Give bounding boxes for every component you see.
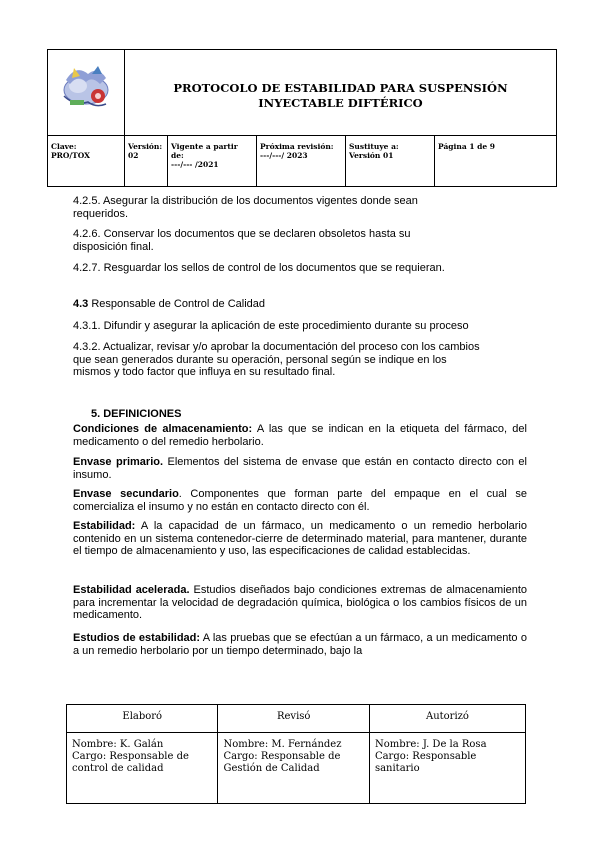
def-term: Estabilidad acelerada. [73, 584, 190, 596]
def-term: Condiciones de almacenamiento: [73, 423, 253, 435]
def-text: . Componentes que forman parte del empaque en el cual se comercializa el insumo y no están en contacto directo con él. [73, 488, 527, 513]
signer-role: Cargo: Responsable de [223, 751, 341, 762]
item-4-3-2 [73, 341, 533, 379]
def-text: Elementos del sistema de envase que están en contacto directo con el insumo. [73, 456, 527, 481]
meta-label: Vigente a partir de: [171, 142, 238, 160]
signature-table [66, 704, 526, 804]
def-text: Estudios diseñados bajo condiciones extremas de almacenamiento para incrementar la velocidad de degradación química, biológica o los cambios físicos de un medicamento. [73, 584, 527, 621]
def-envase-primario [73, 456, 527, 481]
def-text: A las pruebas que se efectúan a un fármaco, a un medicamento o a un remedio herbolario por un tiempo determinado, bajo la [73, 632, 527, 657]
meta-sustituye [346, 136, 435, 187]
section-number: 4.3 [73, 298, 89, 310]
signer-role: sanitario [374, 763, 420, 774]
signature-autorizo [369, 733, 525, 804]
header-autorizo: Autorizó [369, 705, 525, 733]
meta-label: Versión: [128, 142, 163, 151]
meta-label: Sustituye a: [349, 142, 399, 151]
text-line: mismos y todo factor que influya en su resultado final. [73, 366, 336, 378]
signer-name: Nombre: K. Galán [72, 739, 164, 750]
def-estabilidad-acelerada [73, 584, 527, 622]
text-line: 4.3.2. Actualizar, revisar y/o aprobar la documentación del proceso con los cambios [73, 341, 480, 353]
meta-pagina [435, 136, 557, 187]
signer-name: Nombre: M. Fernández [223, 739, 342, 750]
signer-role: control de calidad [72, 763, 164, 774]
item-4-2-5 [73, 195, 513, 220]
item-4-3-1: 4.3.1. Difundir y asegurar la aplicación de este procedimiento durante su proceso [73, 320, 469, 332]
meta-value: Versión 01 [349, 151, 394, 160]
text-line: 4.2.5. Asegurar la distribución de los documentos vigentes donde sean [73, 195, 418, 207]
meta-vigente [168, 136, 257, 187]
logo-cell [48, 50, 125, 136]
item-4-2-7: 4.2.7. Resguardar los sellos de control de los documentos que se requieran. [73, 262, 445, 274]
document-title [125, 50, 557, 136]
title-line-1: PROTOCOLO DE ESTABILIDAD PARA SUSPENSIÓN [173, 80, 508, 95]
text-line: requeridos. [73, 207, 129, 220]
signer-role: Cargo: Responsable de [72, 751, 189, 762]
def-text: A las que se indican en la etiqueta del fármaco, del medicamento o del remedio herbolario. [73, 423, 527, 448]
meta-proxima-revision [257, 136, 346, 187]
def-estudios-estabilidad [73, 632, 527, 657]
def-term: Estabilidad: [73, 520, 136, 532]
institution-logo [48, 50, 124, 135]
meta-value: ---/--- /2021 [171, 160, 219, 169]
def-term: Estudios de estabilidad: [73, 632, 201, 644]
text-line: que sean generados durante su operación, personal según se indique en los [73, 353, 447, 366]
text-line: 4.2.6. Conservar los documentos que se declaren obsoletos hasta su [73, 228, 411, 240]
signer-role: Gestión de Calidad [223, 763, 320, 774]
def-text: A la capacidad de un fármaco, un medicamento o un remedio herbolario contenido en un sistema contenedor-cierre de determinado material, para mantener, durante el tiempo de almacenamiento y uso, las especificaciones de calidad establecidas. [73, 520, 527, 557]
meta-value: 02 [128, 151, 139, 160]
text-line: disposición final. [73, 240, 154, 253]
header-elaboro: Elaboró [67, 705, 218, 733]
signature-reviso [218, 733, 369, 804]
document-header [47, 49, 557, 187]
meta-label: Clave: [51, 142, 77, 151]
signer-name: Nombre: J. De la Rosa [374, 739, 487, 750]
section-4-3-heading [73, 298, 513, 311]
section-text: Responsable de Control de Calidad [88, 298, 266, 310]
meta-label: Próxima revisión: [260, 142, 334, 151]
def-estabilidad [73, 520, 527, 558]
definitions-title: 5. DEFINICIONES [91, 408, 182, 420]
title-line-2: INYECTABLE DIFTÉRICO [258, 95, 423, 110]
signer-role: Cargo: Responsable [374, 751, 477, 762]
meta-clave [48, 136, 125, 187]
meta-version [125, 136, 168, 187]
header-reviso: Revisó [218, 705, 369, 733]
meta-value: ---/---/ 2023 [260, 151, 308, 160]
meta-value: PRO/TOX [51, 151, 90, 160]
item-4-2-6 [73, 228, 513, 253]
signature-elaboro [67, 733, 218, 804]
def-condiciones [73, 423, 527, 448]
def-term: Envase primario. [73, 456, 164, 468]
def-envase-secundario [73, 488, 527, 513]
page-number: Página 1 de 9 [438, 142, 495, 151]
def-term: Envase secundario [73, 488, 179, 500]
